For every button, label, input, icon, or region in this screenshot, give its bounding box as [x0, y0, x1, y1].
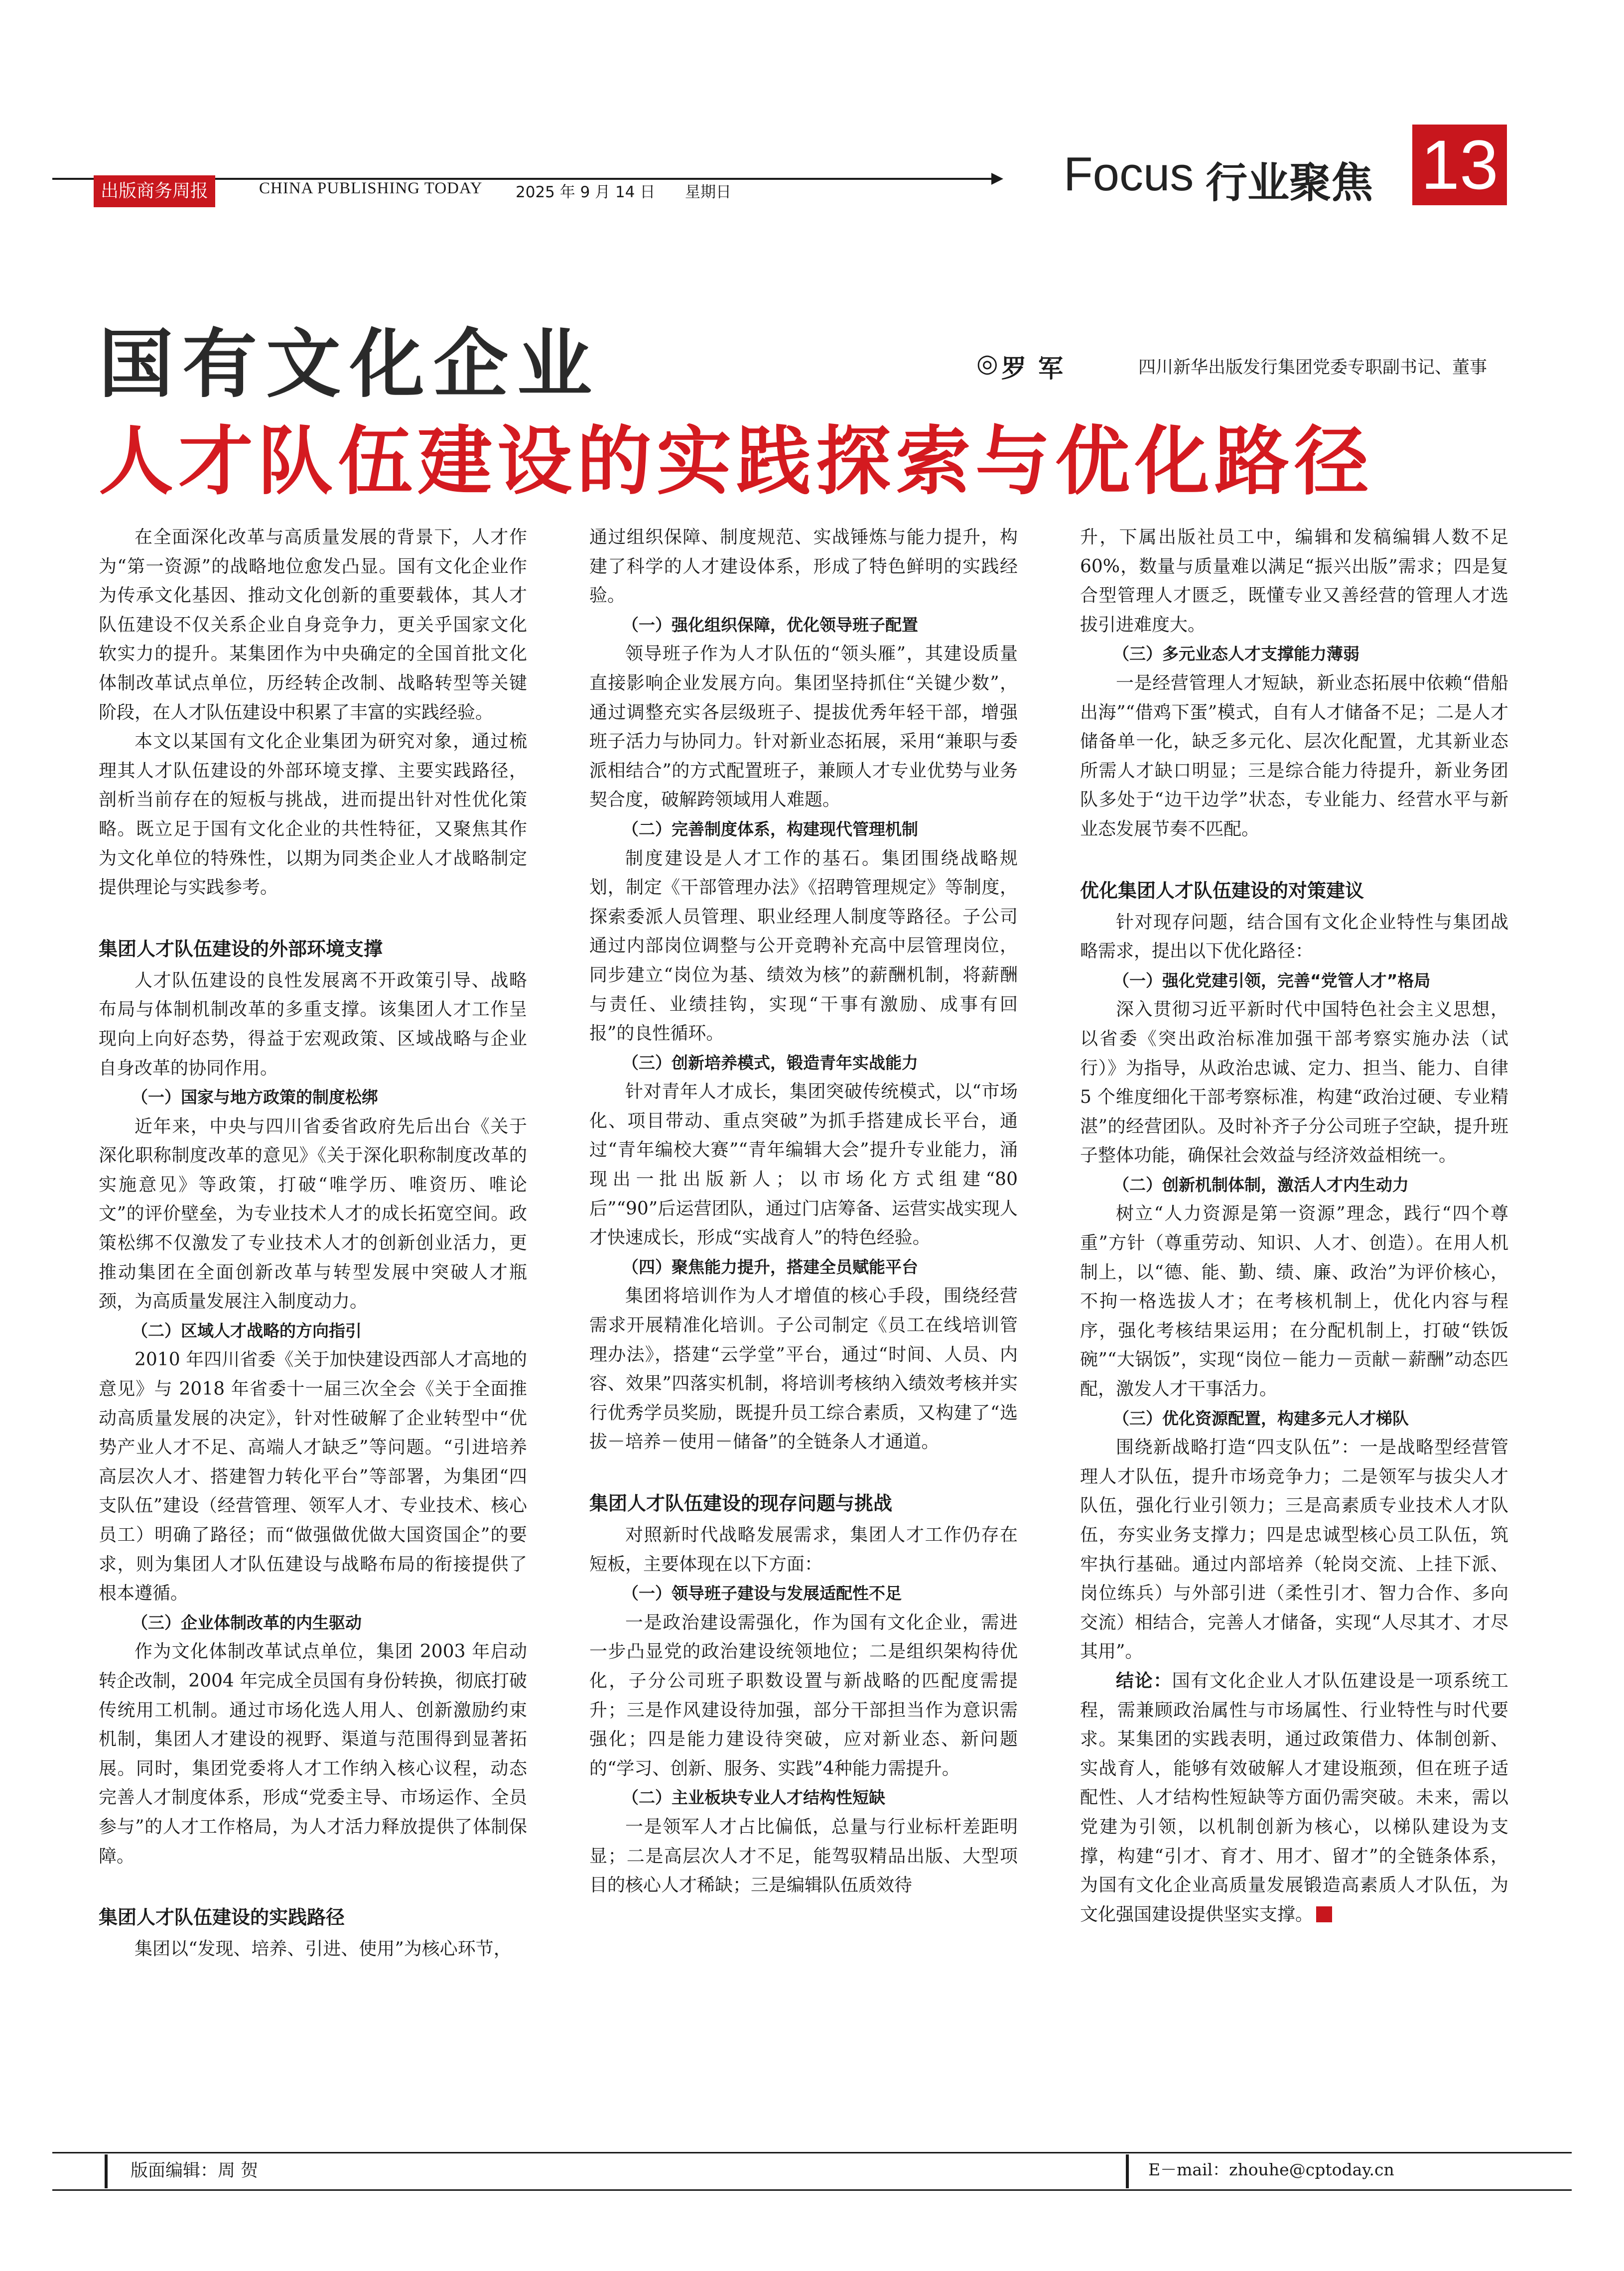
focus-label: Focus [1064, 147, 1194, 201]
section-heading: 集团人才队伍建设的外部环境支撑 [99, 937, 383, 960]
paragraph: 集团将培训作为人才增值的核心手段，围绕经营需求开展精准化培训。子公司制定《员工在线培训管理办法》，搭建“云学堂”平台，通过“时间、人员、内容、效果”四落实机制，将培训考核纳入绩效考核并实行优秀学员奖励，既提升员工综合素质，又构建了“选拔－培养－使用－储备”的全链条人才通道。 [589, 1286, 1018, 1453]
subsection-heading: （二）主业板块专业人才结构性短缺 [622, 1788, 885, 1808]
subsection-heading: （一）领导班子建设与发展适配性不足 [622, 1584, 902, 1603]
issue-weekday: 星期日 [685, 183, 731, 201]
paragraph: 人才队伍建设的良性发展离不开政策引导、战略布局与体制机制改革的多重支撑。该集团人才工作呈现向上向好态势，得益于宏观政策、区域战略与企业自身改革的协同作用。 [99, 970, 527, 1078]
end-mark-icon [1316, 1906, 1332, 1922]
page-number: 13 [1412, 125, 1507, 205]
paragraph: 在全面深化改革与高质量发展的背景下，人才作为“第一资源”的战略地位愈发凸显。国有文化企业作为传承文化基因、推动文化创新的重要载体，其人才队伍建设不仅关系企业自身竞争力，更关乎国家文化软实力的提升。某集团作为中央确定的全国首批文化体制改革试点单位，历经转企改制、战略转型等关键阶段，在人才队伍建设中积累了丰富的实践经验。 [99, 527, 527, 723]
subsection-heading: （四）聚焦能力提升，搭建全员赋能平台 [622, 1257, 918, 1277]
subsection-heading: （二）创新机制体制，激活人才内生动力 [1113, 1175, 1409, 1195]
section-heading: 集团人才队伍建设的现存问题与挑战 [589, 1492, 893, 1514]
article-title-line1: 国有文化企业 [99, 321, 601, 408]
conclusion-text: 国有文化企业人才队伍建设是一项系统工程，需兼顾政治属性与市场属性、行业特性与时代要求。某集团的实践表明，通过政策借力、体制创新、实战育人，能够有效破解人才建设瓶颈，但在班子适配性、人才结构性短缺等方面仍需突破。未来，需以党建为引领，以机制创新为核心，以梯队建设为支撑，构建“引才、育才、用才、留才”的全链条体系，为国有文化企业高质量发展锻造高素质人才队伍，为文化强国建设提供坚实支撑。 [1080, 1670, 1508, 1925]
subsection-heading: （二）完善制度体系，构建现代管理机制 [622, 819, 918, 839]
subsection-heading: （一）国家与地方政策的制度松绑 [132, 1087, 378, 1107]
issue-date: 2025 年 9 月 14 日 [516, 183, 656, 201]
newspaper-name-en: CHINA PUBLISHING TODAY [259, 179, 483, 197]
footer-rule-top [52, 2152, 1572, 2153]
footer-rule-bottom [52, 2189, 1572, 2191]
conclusion-label: 结论： [1116, 1670, 1172, 1691]
author-role: 四川新华出版发行集团党委专职副书记、董事 [1138, 358, 1488, 378]
subsection-heading: （三）创新培养模式，锻造青年实战能力 [622, 1053, 918, 1072]
paragraph: 一是经营管理人才短缺，新业态拓展中依赖“借船出海”“借鸡下蛋”模式，自有人才储备不足；二是人才储备单一化，缺乏多元化、层次化配置，尤其新业态所需人才缺口明显；三是综合能力待提升，新业务团队多处于“边干边学”状态，专业能力、经营水平与新业态发展节奏不匹配。 [1080, 672, 1508, 839]
subsection-heading: （三）优化资源配置，构建多元人才梯队 [1113, 1408, 1409, 1428]
conclusion-paragraph [1080, 1667, 1508, 1929]
subsection-heading: （二）区域人才战略的方向指引 [132, 1321, 362, 1340]
paragraph: 作为文化体制改革试点单位，集团 2003 年启动转企改制，2004 年完成全员国有身份转换，彻底打破传统用工机制。通过市场化选人用人、创新激励约束机制，集团人才建设的视野、渠道与范围得到显著拓展。同时，集团党委将人才工作纳入核心议程，动态完善人才制度体系，形成“党委主导、市场运作、全员参与”的人才工作格局，为人才活力释放提供了体制保障。 [99, 1641, 527, 1867]
author-name: 罗军 [1001, 354, 1075, 383]
subsection-heading: （一）强化党建引领，完善“党管人才”格局 [1113, 970, 1431, 990]
paragraph: 围绕新战略打造“四支队伍”：一是战略型经营管理人才队伍，提升市场竞争力；二是领军与拔尖人才队伍，强化行业引领力；三是高素质专业技术人才队伍，夯实业务支撑力；四是忠诚型核心员工队伍，筑牢执行基础。通过内部培养（轮岗交流、上挂下派、岗位练兵）与外部引进（柔性引才、智力合作、多向交流）相结合，完善人才储备，实现“人尽其才、才尽其用”。 [1080, 1437, 1508, 1662]
column-1 [99, 523, 527, 1964]
subsection-heading: （三）多元业态人才支撑能力薄弱 [1113, 644, 1359, 664]
footer-divider [1126, 2154, 1129, 2188]
editor-email: E－mail：zhouhe@cptoday.cn [1148, 2160, 1394, 2179]
subsection-heading: （一）强化组织保障，优化领导班子配置 [622, 615, 918, 635]
paragraph: 升，下属出版社员工中，编辑和发稿编辑人数不足 60%，数量与质量难以满足“振兴出版”需求；四是复合型管理人才匮乏，既懂专业又善经营的管理人才选拔引进难度大。 [1080, 527, 1508, 635]
paragraph: 2010 年四川省委《关于加快建设西部人才高地的意见》与 2018 年省委十一届三次全会《关于全面推动高质量发展的决定》，针对性破解了企业转型中“优势产业人才不足、高端人才缺乏”等问题。“引进培养高层次人才、搭建智力转化平台”等部署，为集团“四支队伍”建设（经营管理、领军人才、专业技术、核心员工）明确了路径；而“做强做优做大国资国企”的要求，则为集团人才队伍建设与战略布局的衔接提供了根本遵循。 [99, 1349, 527, 1604]
paragraph: 一是政治建设需强化，作为国有文化企业，需进一步凸显党的政治建设统领地位；二是组织架构待优化，子分公司班子职数设置与新战略的匹配度需提升；三是作风建设待加强，部分干部担当作为意识需强化；四是能力建设待突破，应对新业态、新问题的“学习、创新、服务、实践”4种能力需提升。 [589, 1612, 1018, 1779]
paragraph: 深入贯彻习近平新时代中国特色社会主义思想，以省委《突出政治标准加强干部考察实施办法（试行）》为指导，从政治忠诚、定力、担当、能力、自律 5 个维度细化干部考察标准，构建“政治过硬、专业精湛”的经营团队。及时补齐子分公司班子空缺，提升班子整体功能，确保社会效益与经济效益相统一。 [1080, 999, 1508, 1166]
paragraph: 本文以某国有文化企业集团为研究对象，通过梳理其人才队伍建设的外部环境支撑、主要实践路径，剖析当前存在的短板与挑战，进而提出针对性优化策略。既立足于国有文化企业的共性特征，又聚焦其作为文化单位的特殊性，以期为同类企业人才战略制定提供理论与实践参考。 [99, 731, 527, 898]
page-editor: 版面编辑：周 贺 [131, 2161, 259, 2181]
section-heading: 集团人才队伍建设的实践路径 [99, 1906, 345, 1929]
column-3 [1080, 523, 1508, 1929]
paragraph: 近年来，中央与四川省委省政府先后出台《关于深化职称制度改革的意见》《关于深化职称制度改革的实施意见》等政策，打破“唯学历、唯资历、唯论文”的评价壁垒，为专业技术人才的成长拓宽空间。政策松绑不仅激发了专业技术人才的创新创业活力，更推动集团在全面创新改革与转型发展中突破人才瓶颈，为高质量发展注入制度动力。 [99, 1116, 527, 1312]
byline-mark: ◎ [976, 349, 998, 378]
paragraph: 对照新时代战略发展需求，集团人才工作仍存在短板，主要体现在以下方面： [589, 1525, 1018, 1575]
section-heading: 优化集团人才队伍建设的对策建议 [1080, 879, 1364, 902]
paragraph: 一是领军人才占比偏低，总量与行业标杆差距明显；二是高层次人才不足，能驾驭精品出版、大型项目的核心人才稀缺；三是编辑队伍质效待 [589, 1816, 1018, 1896]
article-title-line2: 人才队伍建设的实践探索与优化路径 [99, 418, 1374, 505]
paragraph: 集团以“发现、培养、引进、使用”为核心环节， [135, 1939, 512, 1960]
paragraph: 针对现存问题，结合国有文化企业特性与集团战略需求，提出以下优化路径： [1080, 912, 1508, 962]
subsection-heading: （三）企业体制改革的内生驱动 [132, 1612, 362, 1632]
newspaper-name: 出版商务周报 [94, 175, 215, 207]
paragraph: 树立“人力资源是第一资源”理念，践行“四个尊重”方针（尊重劳动、知识、人才、创造）。在用人机制上，以“德、能、勤、绩、廉、政治”为评价核心，不拘一格选拔人才；在考核机制上，优化内容与程序，强化考核结果运用；在分配机制上，打破“铁饭碗”“大锅饭”，实现“岗位－能力－贡献－薪酬”动态匹配，激发人才干事活力。 [1080, 1203, 1508, 1400]
header-arrow-icon [991, 173, 1003, 185]
column-2 [589, 523, 1018, 1900]
paragraph: 针对青年人才成长，集团突破传统模式，以“市场化、项目带动、重点突破”为抓手搭建成长平台，通过“青年编校大赛”“青年编辑大会”提升专业能力，涌现出一批出版新人；以市场化方式组建“80 后”“90”后运营团队，通过门店筹备、运营实战实现人才快速成长，形成“实战育人”的特色经验。 [589, 1081, 1018, 1248]
paragraph: 通过组织保障、制度规范、实战锤炼与能力提升，构建了科学的人才建设体系，形成了特色鲜明的实践经验。 [589, 527, 1018, 606]
paragraph: 制度建设是人才工作的基石。集团围绕战略规划，制定《干部管理办法》《招聘管理规定》等制度，探索委派人员管理、职业经理人制度等路径。子公司通过内部岗位调整与公开竞聘补充高中层管理岗位，同步建立“岗位为基、绩效为核”的薪酬机制，将薪酬与责任、业绩挂钩，实现“干事有激励、成事有回报”的良性循环。 [589, 848, 1018, 1044]
section-title: 行业聚焦 [1206, 158, 1373, 207]
paragraph: 领导班子作为人才队伍的“领头雁”，其建设质量直接影响企业发展方向。集团坚持抓住“关键少数”，通过调整充实各层级班子、提拔优秀年轻干部，增强班子活力与协同力。针对新业态拓展，采用“兼职与委派相结合”的方式配置班子，兼顾人才专业优势与业务契合度，破解跨领域用人难题。 [589, 644, 1018, 810]
footer-divider [105, 2154, 108, 2188]
